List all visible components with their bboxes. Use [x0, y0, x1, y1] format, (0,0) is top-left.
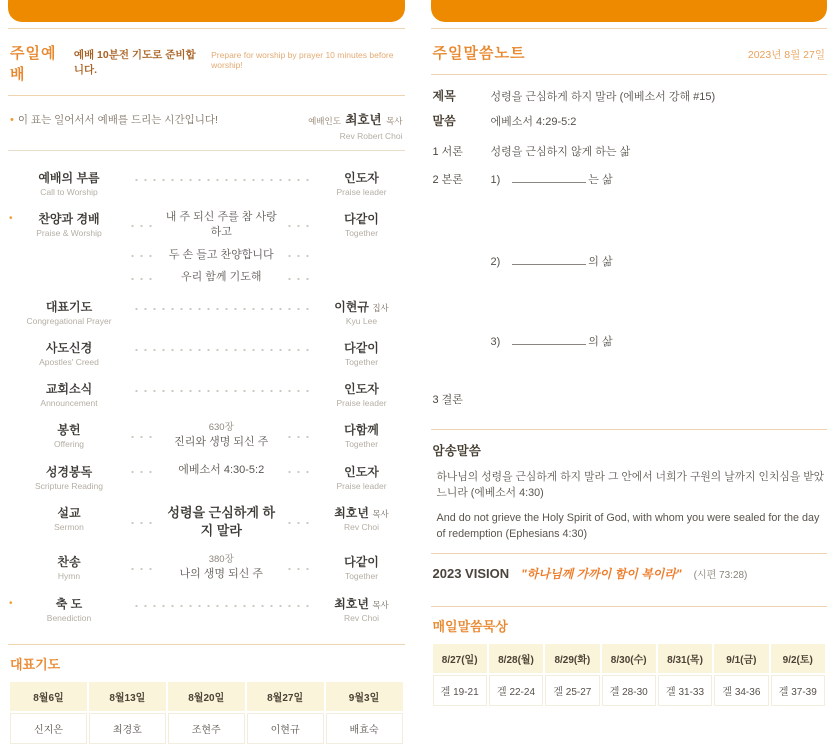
item-label: 설교 [57, 506, 81, 521]
fill-in-blank [512, 255, 586, 265]
vision-quote: "하나님께 가까이 함이 복이라" [521, 566, 682, 581]
table-header-row [10, 682, 403, 711]
conclusion-label: 3 결론 [432, 394, 463, 406]
worship-header [8, 35, 405, 89]
service-date: 2023년 8월 27일 [747, 49, 825, 61]
song-line [124, 270, 319, 285]
item-label: 대표기도 [45, 300, 93, 315]
table-header-cell: 8/27(일) [433, 644, 487, 673]
table-header-row [433, 644, 826, 673]
page-title: 주일말씀노트 [432, 45, 526, 62]
divider [8, 95, 405, 96]
item-role: 다같이 [344, 211, 379, 226]
item-role-en: Rev Choi [344, 613, 379, 624]
table-cell: 겔 19-21 [433, 675, 487, 706]
sermon-note-page [431, 0, 828, 746]
bullet-icon: • [9, 598, 13, 610]
dot-leader [285, 223, 315, 227]
point-suffix: 의 삶 [588, 256, 613, 268]
sermon-title: 성령을 근심하게 하지 말라 [167, 505, 276, 539]
table-header-cell: 9/1(금) [714, 644, 768, 673]
table-cell: 겔 37-39 [771, 675, 825, 706]
item-role-en: Rev Choi [344, 522, 379, 533]
table-cell: 겔 28-30 [602, 675, 656, 706]
sermon-body-point-1 [433, 171, 826, 187]
table-row [433, 675, 826, 706]
dot-leader [285, 434, 315, 438]
hymn-title: 진리와 생명 되신 주 [174, 435, 269, 448]
table-header-cell: 8월6일 [10, 682, 87, 711]
order-item-benediction [9, 595, 405, 624]
dot-leader [128, 520, 158, 524]
item-role-suffix: 목사 [372, 600, 389, 611]
dot-leader [128, 566, 158, 570]
point-suffix: 의 삶 [588, 336, 613, 348]
point-number: 2) [490, 256, 501, 268]
divider [8, 28, 405, 29]
leader-prefix: 예배인도 [308, 116, 341, 126]
order-item-announcement [14, 380, 405, 408]
table-cell: 최경호 [89, 713, 166, 744]
sermon-intro-text: 성령을 근심하지 않게 하는 삶 [490, 146, 631, 158]
order-item-hymn [14, 553, 405, 582]
item-label-en: Praise & Worship [36, 227, 102, 238]
table-header-cell: 8/28(월) [489, 644, 543, 673]
leader-title: 목사 [386, 116, 403, 126]
dot-leader [285, 253, 315, 257]
item-role: 다같이 [344, 341, 379, 356]
order-item-scripture-reading [14, 463, 405, 491]
dot-leader [128, 253, 158, 257]
table-header-cell: 9월3일 [326, 682, 403, 711]
table-header-cell: 8월13일 [89, 682, 166, 711]
table-row [10, 713, 403, 744]
item-role: 인도자 [344, 382, 379, 397]
dot-leader [128, 469, 158, 473]
memory-verse-korean: 하나님의 성령을 근심하게 하지 말라 그 안에서 너희가 구원의 날까지 인치심을 받았느니라 (에베소서 4:30) [436, 471, 825, 499]
table-cell: 배효숙 [326, 713, 403, 744]
vision-reference: (시편 73:28) [693, 569, 748, 581]
table-header-cell: 8/31(목) [658, 644, 712, 673]
intro-label: 1 서론 [432, 146, 463, 158]
order-item-call-to-worship [14, 169, 405, 197]
item-label: 찬양과 경배 [38, 211, 100, 226]
item-role: 이현규 [334, 300, 369, 315]
bullet-icon: • [10, 114, 14, 126]
song-line [124, 210, 319, 241]
item-label-en: Benediction [46, 613, 92, 624]
memory-verse-title: 암송말씀 [432, 444, 481, 458]
item-role-en: Together [344, 357, 379, 368]
dot-leader [285, 520, 315, 524]
dot-leader [285, 566, 315, 570]
fill-in-blank [512, 173, 586, 183]
table-cell: 겔 34-36 [714, 675, 768, 706]
vision-label: 2023 VISION [432, 565, 510, 581]
prayer-schedule-title: 대표기도 [10, 657, 61, 673]
divider [431, 553, 828, 554]
order-item-apostles-creed [14, 339, 405, 367]
prayer-schedule-table [8, 680, 405, 746]
left-top-bar [8, 0, 405, 22]
table-header-cell: 8월27일 [247, 682, 324, 711]
bullet-icon: • [9, 212, 13, 224]
sermon-body-point-2 [433, 253, 826, 269]
order-item-offering [14, 421, 405, 450]
song-title: 우리 함께 기도해 [181, 271, 262, 284]
sermon-title-text: 성령을 근심하게 하지 말라 (에베소서 강해 #15) [490, 91, 716, 103]
item-role-en: Praise leader [336, 186, 387, 197]
devotion-table [431, 642, 828, 708]
table-header-cell: 8/30(수) [602, 644, 656, 673]
item-role-en: Praise leader [336, 398, 387, 409]
dot-leader [132, 388, 311, 392]
devotion-table-title: 매일말씀묵상 [432, 618, 508, 634]
divider [8, 644, 405, 645]
item-role: 다같이 [344, 555, 379, 570]
item-role-en: Kyu Lee [345, 316, 378, 327]
sermon-note-header [431, 35, 828, 68]
sermon-title-row [433, 87, 826, 104]
sermon-conclusion-row [433, 391, 826, 407]
point-suffix: 는 삶 [588, 174, 613, 186]
table-cell: 이현규 [247, 713, 324, 744]
dot-leader [285, 276, 315, 280]
dot-leader [128, 276, 158, 280]
sermon-scripture-text: 에베소서 4:29-5:2 [490, 116, 577, 128]
point-number: 3) [490, 336, 501, 348]
vision-row [433, 565, 826, 582]
sermon-body-point-3 [433, 333, 826, 349]
order-item-praise-worship [9, 210, 405, 286]
leader-name: 최호년 [345, 113, 382, 127]
item-role: 인도자 [344, 170, 379, 185]
item-label-en: Congregational Prayer [26, 316, 112, 327]
table-header-cell: 9/2(토) [771, 644, 825, 673]
item-label-en: Call to Worship [40, 186, 98, 197]
hymn-title: 나의 생명 되신 주 [179, 567, 264, 580]
point-number: 1) [490, 174, 501, 186]
item-label: 예배의 부름 [38, 170, 100, 185]
item-label: 찬송 [57, 555, 81, 570]
item-role-en: Together [344, 571, 379, 582]
standing-note: • 이 표는 일어서서 예배를 드리는 시간입니다! [10, 114, 218, 126]
table-header-cell: 8월20일 [168, 682, 245, 711]
dot-leader [132, 306, 311, 310]
table-cell: 겔 22-24 [489, 675, 543, 706]
table-cell: 겔 25-27 [545, 675, 599, 706]
right-top-bar [431, 0, 828, 22]
item-label-en: Announcement [40, 398, 98, 409]
order-of-worship [8, 157, 405, 638]
item-label-en: Scripture Reading [34, 481, 104, 492]
item-label: 봉헌 [57, 423, 81, 438]
worship-leader [308, 110, 402, 142]
sermon-note-body [431, 81, 828, 407]
worship-subtitle-en: Prepare for worship by prayer 10 minutes before worship! [211, 50, 394, 70]
item-role-suffix: 집사 [372, 303, 389, 314]
item-role: 최호년 [334, 597, 369, 612]
divider [8, 150, 405, 151]
scripture-label: 말씀 [432, 114, 456, 128]
dot-leader [285, 469, 315, 473]
page-title: 주일예배 [10, 45, 57, 83]
hymn-number: 380장 [208, 554, 234, 566]
dot-leader [128, 434, 158, 438]
item-role: 최호년 [334, 506, 369, 521]
worship-order-page [8, 0, 405, 746]
dot-leader [128, 223, 158, 227]
table-cell: 겔 31-33 [658, 675, 712, 706]
memory-verse-english: And do not grieve the Holy Spirit of God, with whom you were sealed for the day of redemption (Ephesians 4:30) [436, 512, 820, 540]
dot-leader [132, 177, 311, 181]
leader-name-en: Rev Robert Choi [339, 130, 403, 141]
item-label-en: Sermon [54, 522, 84, 533]
item-role-suffix: 목사 [372, 509, 389, 520]
dot-leader [132, 347, 311, 351]
sermon-intro-row [433, 143, 826, 159]
worship-subtitle-ko: 예배 10분전 기도로 준비합니다. [73, 49, 196, 76]
item-label: 축 도 [55, 597, 83, 612]
sermon-scripture-row [433, 112, 826, 129]
song-title: 두 손 들고 찬양합니다 [168, 248, 274, 261]
item-role-en: Together [344, 439, 379, 450]
divider [431, 606, 828, 607]
item-label: 교회소식 [45, 382, 93, 397]
hymn-number: 630장 [208, 422, 234, 434]
order-item-congregational-prayer [14, 298, 405, 326]
song-line [124, 248, 319, 263]
scripture-reference: 에베소서 4:30-5:2 [178, 464, 265, 477]
divider [431, 28, 828, 29]
order-item-sermon [14, 504, 405, 540]
song-title: 내 주 되신 주를 참 사랑하고 [165, 210, 277, 239]
item-role-en: Praise leader [336, 481, 387, 492]
table-cell: 조현주 [168, 713, 245, 744]
standing-note-row [8, 102, 405, 144]
divider [431, 429, 828, 430]
body-label: 2 본론 [432, 174, 463, 186]
item-role: 인도자 [344, 465, 379, 480]
item-label: 사도신경 [45, 341, 93, 356]
table-cell: 신지은 [10, 713, 87, 744]
item-role-en: Together [344, 227, 379, 238]
divider [431, 74, 828, 75]
item-label-en: Apostles' Creed [39, 357, 99, 368]
title-label: 제목 [432, 89, 456, 103]
item-label-en: Offering [53, 439, 85, 450]
item-label: 성경봉독 [45, 465, 93, 480]
table-header-cell: 8/29(화) [545, 644, 599, 673]
fill-in-blank [512, 335, 586, 345]
item-role: 다함께 [344, 423, 379, 438]
dot-leader [132, 603, 311, 607]
item-label-en: Hymn [57, 571, 81, 582]
